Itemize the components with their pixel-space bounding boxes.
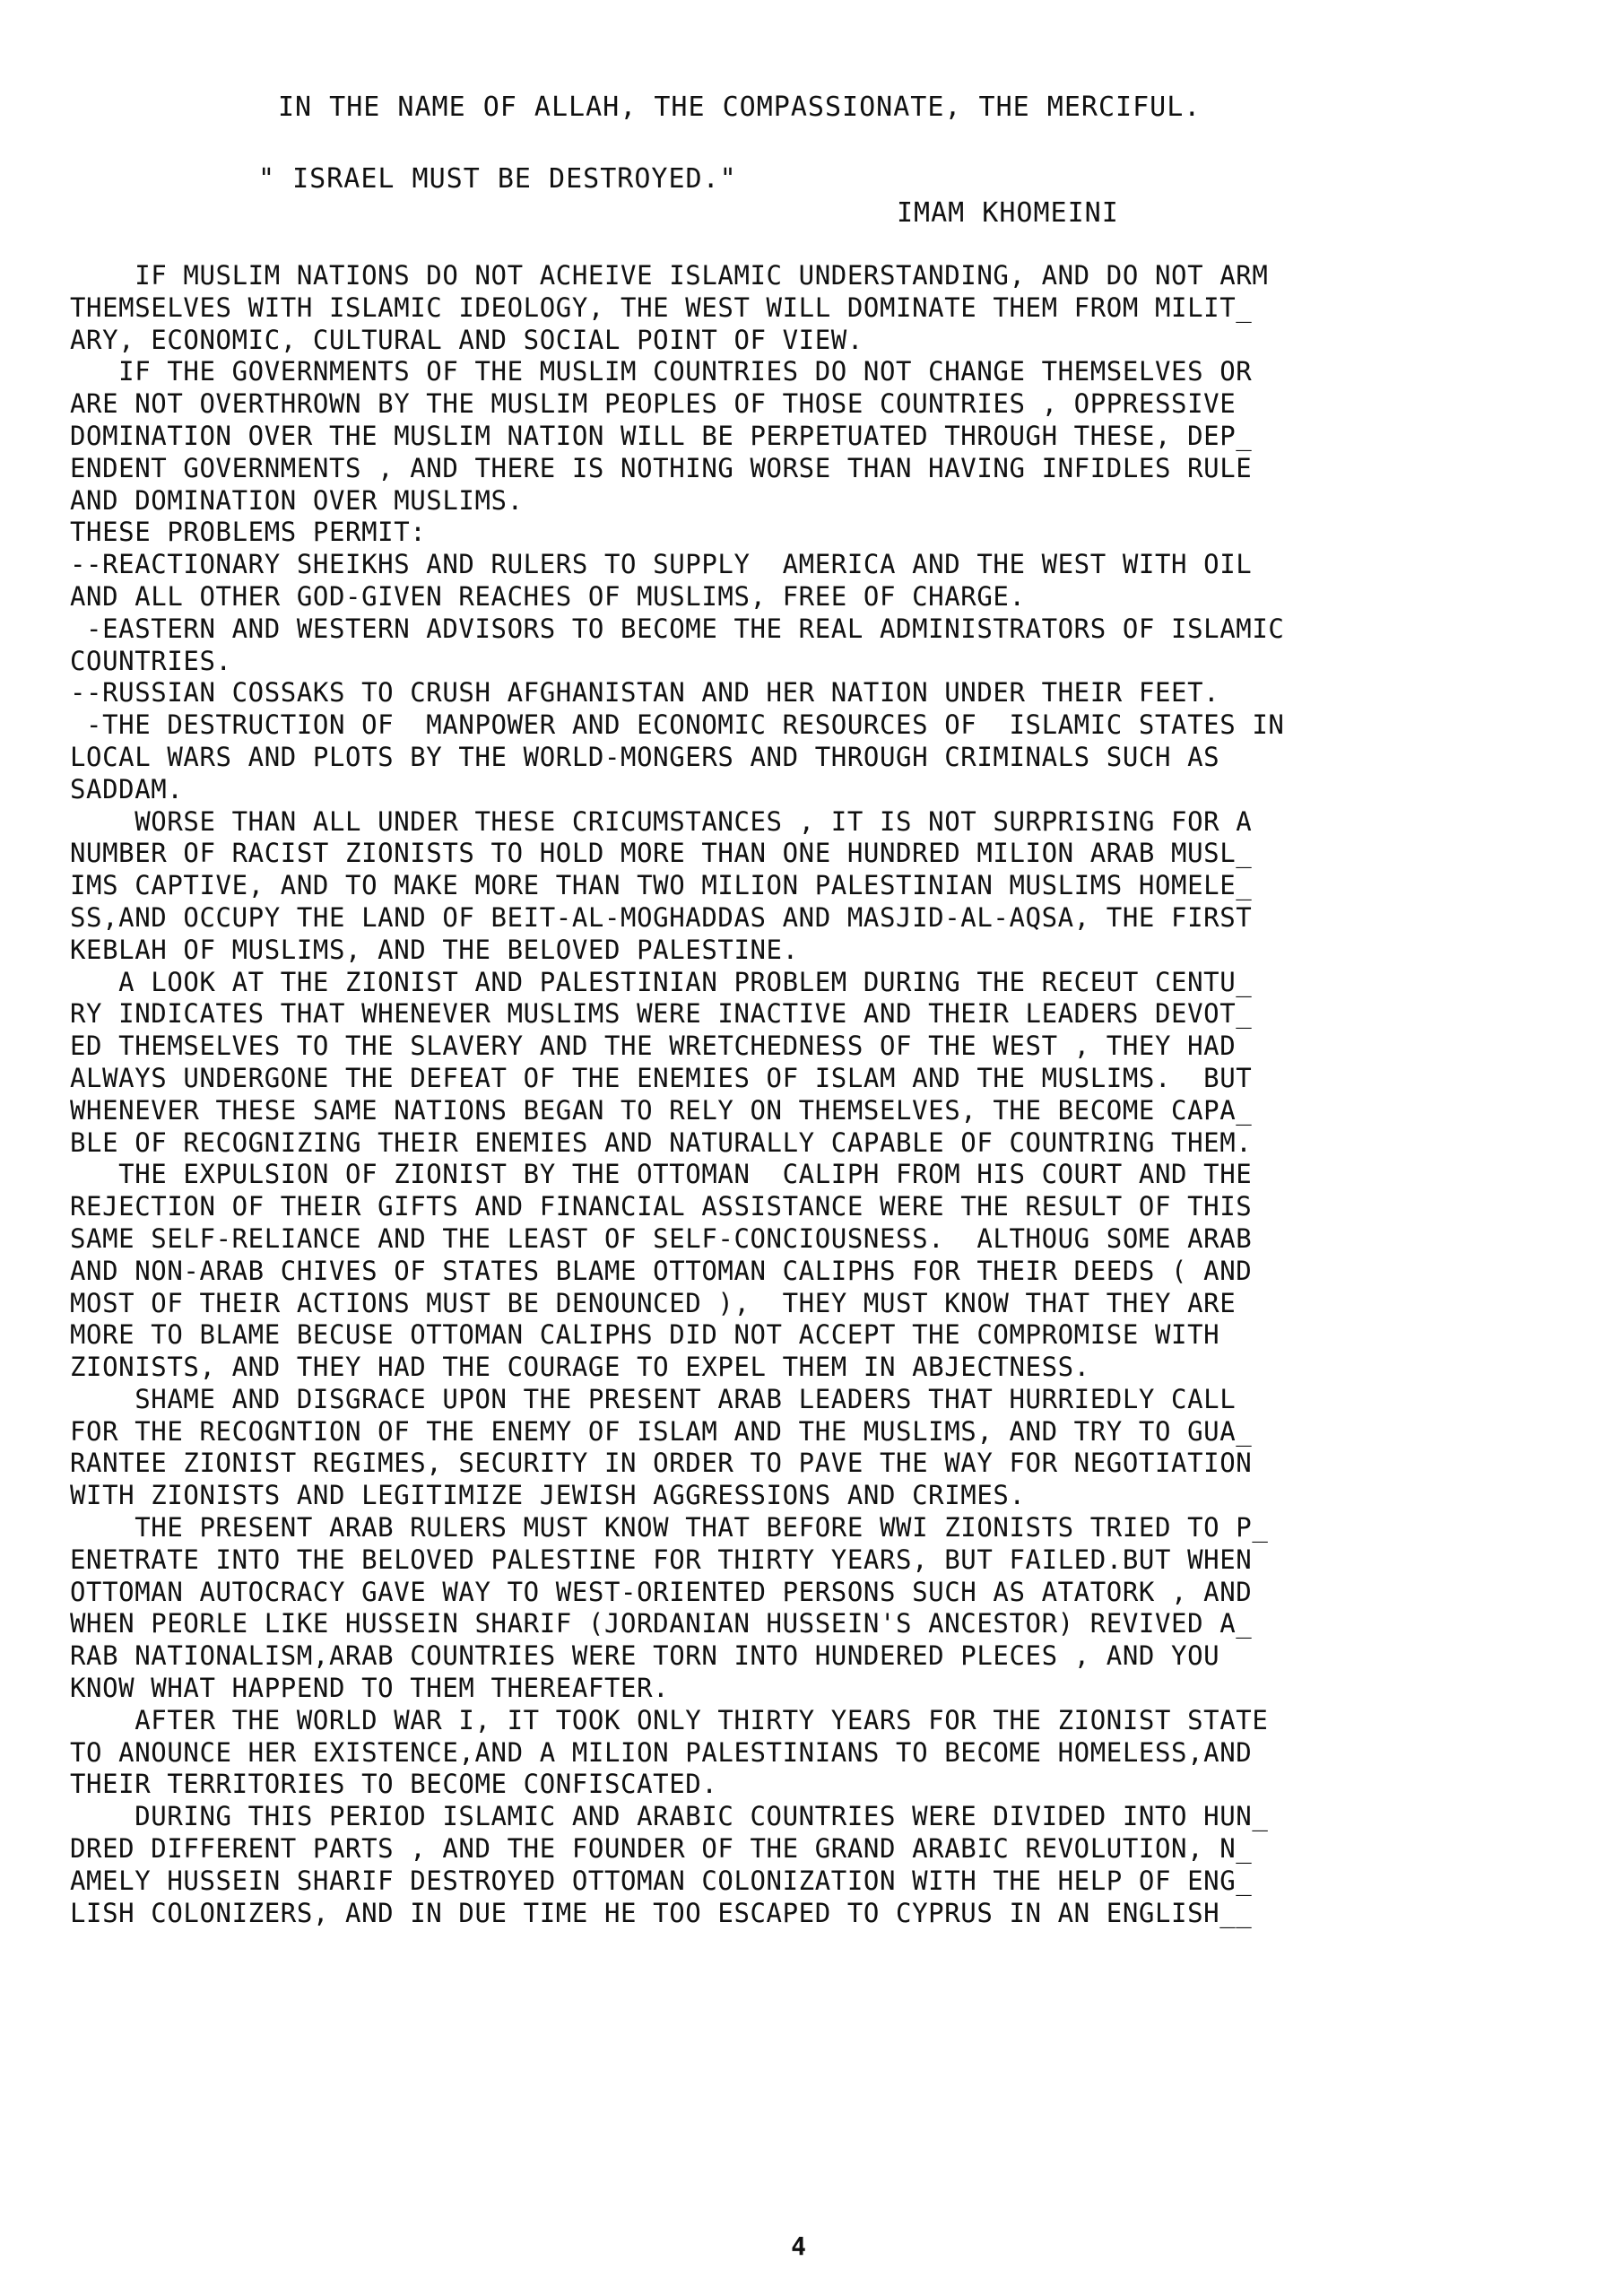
body-line: ARE NOT OVERTHROWN BY THE MUSLIM PEOPLES OF THOSE COUNTRIES , OPPRESSIVE — [70, 388, 1237, 420]
body-line: THESE PROBLEMS PERMIT: — [70, 517, 427, 548]
body-line: A LOOK AT THE ZIONIST AND PALESTINIAN PROBLEM DURING THE RECEUT CENTU_ — [70, 966, 1253, 997]
body-line: AFTER THE WORLD WAR I, IT TOOK ONLY THIRTY YEARS FOR THE ZIONIST STATE — [70, 1704, 1269, 1735]
body-line: -THE DESTRUCTION OF MANPOWER AND ECONOMIC RESOURCES OF ISLAMIC STATES IN — [70, 709, 1285, 741]
body-line: WHENEVER THESE SAME NATIONS BEGAN TO RELY ON THEMSELVES, THE BECOME CAPA_ — [70, 1094, 1253, 1126]
body-line: SAME SELF-RELIANCE AND THE LEAST OF SELF-CONCIOUSNESS. ALTHOUG SOME ARAB — [70, 1222, 1253, 1254]
body-line: AND NON-ARAB CHIVES OF STATES BLAME OTTOMAN CALIPHS FOR THEIR DEEDS ( AND — [70, 1255, 1253, 1286]
body-line: ENETRATE INTO THE BELOVED PALESTINE FOR THIRTY YEARS, BUT FAILED.BUT WHEN — [70, 1544, 1253, 1575]
body-line: THEMSELVES WITH ISLAMIC IDEOLOGY, THE WEST WILL DOMINATE THEM FROM MILIT_ — [70, 291, 1253, 323]
body-line: ED THEMSELVES TO THE SLAVERY AND THE WRETCHEDNESS OF THE WEST , THEY HAD — [70, 1031, 1237, 1062]
body-line: AND DOMINATION OVER MUSLIMS. — [70, 484, 524, 516]
body-line: SADDAM. — [70, 773, 184, 804]
body-line: MORE TO BLAME BECUSE OTTOMAN CALIPHS DID NOT ACCEPT THE COMPROMISE WITH — [70, 1319, 1220, 1351]
body-line: -EASTERN AND WESTERN ADVISORS TO BECOME THE REAL ADMINISTRATORS OF ISLAMIC — [70, 613, 1285, 644]
quote-line: " ISRAEL MUST BE DESTROYED." — [258, 163, 737, 195]
body-line: THEIR TERRITORIES TO BECOME CONFISCATED. — [70, 1769, 718, 1800]
body-line: FOR THE RECOGNTION OF THE ENEMY OF ISLAM AND THE MUSLIMS, AND TRY TO GUA_ — [70, 1415, 1253, 1447]
body-line: IF THE GOVERNMENTS OF THE MUSLIM COUNTRIES DO NOT CHANGE THEMSELVES OR — [70, 356, 1253, 387]
body-line: KNOW WHAT HAPPEND TO THEM THEREAFTER. — [70, 1673, 670, 1704]
body-line: DOMINATION OVER THE MUSLIM NATION WILL BE PERPETUATED THROUGH THESE, DEP_ — [70, 420, 1253, 451]
body-text — [70, 260, 1541, 1929]
body-line: WHEN PEORLE LIKE HUSSEIN SHARIF (JORDANIAN HUSSEIN'S ANCESTOR) REVIVED A_ — [70, 1608, 1253, 1639]
body-line: BLE OF RECOGNIZING THEIR ENEMIES AND NATURALLY CAPABLE OF COUNTRING THEM. — [70, 1126, 1253, 1158]
body-line: LOCAL WARS AND PLOTS BY THE WORLD-MONGERS AND THROUGH CRIMINALS SUCH AS — [70, 741, 1220, 772]
body-line: IMS CAPTIVE, AND TO MAKE MORE THAN TWO MILION PALESTINIAN MUSLIMS HOMELE_ — [70, 870, 1253, 901]
body-line: AND ALL OTHER GOD-GIVEN REACHES OF MUSLIMS, FREE OF CHARGE. — [70, 580, 1026, 612]
body-line: AMELY HUSSEIN SHARIF DESTROYED OTTOMAN COLONIZATION WITH THE HELP OF ENG_ — [70, 1865, 1253, 1896]
body-line: RAB NATIONALISM,ARAB COUNTRIES WERE TORN INTO HUNDERED PLECES , AND YOU — [70, 1640, 1220, 1672]
body-line: TO ANOUNCE HER EXISTENCE,AND A MILION PALESTINIANS TO BECOME HOMELESS,AND — [70, 1736, 1253, 1768]
body-line: LISH COLONIZERS, AND IN DUE TIME HE TOO ESCAPED TO CYPRUS IN AN ENGLISH__ — [70, 1897, 1253, 1928]
body-line: RANTEE ZIONIST REGIMES, SECURITY IN ORDER TO PAVE THE WAY FOR NEGOTIATION — [70, 1448, 1253, 1479]
invocation-heading: IN THE NAME OF ALLAH, THE COMPASSIONATE, THE MERCIFUL. — [278, 91, 1202, 123]
body-line: OTTOMAN AUTOCRACY GAVE WAY TO WEST-ORIENTED PERSONS SUCH AS ATATORK , AND — [70, 1576, 1253, 1607]
body-line: ALWAYS UNDERGONE THE DEFEAT OF THE ENEMIES OF ISLAM AND THE MUSLIMS. BUT — [70, 1062, 1253, 1093]
body-line: ENDENT GOVERNMENTS , AND THERE IS NOTHING WORSE THAN HAVING INFIDLES RULE — [70, 452, 1253, 483]
body-line: --REACTIONARY SHEIKHS AND RULERS TO SUPPLY AMERICA AND THE WEST WITH OIL — [70, 549, 1253, 580]
body-line: MOST OF THEIR ACTIONS MUST BE DENOUNCED ), THEY MUST KNOW THAT THEY ARE — [70, 1287, 1237, 1318]
body-line: NUMBER OF RACIST ZIONISTS TO HOLD MORE THAN ONE HUNDRED MILION ARAB MUSL_ — [70, 838, 1253, 869]
page-number: 4 — [791, 2231, 806, 2261]
quote-attribution: IMAM KHOMEINI — [897, 197, 1119, 229]
body-line: REJECTION OF THEIR GIFTS AND FINANCIAL ASSISTANCE WERE THE RESULT OF THIS — [70, 1191, 1253, 1222]
body-line: ARY, ECONOMIC, CULTURAL AND SOCIAL POINT OF VIEW. — [70, 324, 864, 355]
body-line: THE EXPULSION OF ZIONIST BY THE OTTOMAN CALIPH FROM HIS COURT AND THE — [70, 1159, 1253, 1190]
body-line: IF MUSLIM NATIONS DO NOT ACHEIVE ISLAMIC UNDERSTANDING, AND DO NOT ARM — [70, 260, 1269, 291]
body-line: WITH ZIONISTS AND LEGITIMIZE JEWISH AGGRESSIONS AND CRIMES. — [70, 1480, 1026, 1511]
body-line: KEBLAH OF MUSLIMS, AND THE BELOVED PALESTINE. — [70, 934, 799, 965]
body-line: --RUSSIAN COSSAKS TO CRUSH AFGHANISTAN AND HER NATION UNDER THEIR FEET. — [70, 677, 1220, 709]
body-line: DURING THIS PERIOD ISLAMIC AND ARABIC COUNTRIES WERE DIVIDED INTO HUN_ — [70, 1801, 1269, 1832]
body-line: RY INDICATES THAT WHENEVER MUSLIMS WERE INACTIVE AND THEIR LEADERS DEVOT_ — [70, 998, 1253, 1030]
body-line: WORSE THAN ALL UNDER THESE CRICUMSTANCES , IT IS NOT SURPRISING FOR A — [70, 805, 1253, 837]
body-line: DRED DIFFERENT PARTS , AND THE FOUNDER OF THE GRAND ARABIC REVOLUTION, N_ — [70, 1833, 1253, 1865]
body-line: COUNTRIES. — [70, 645, 232, 676]
body-line: THE PRESENT ARAB RULERS MUST KNOW THAT BEFORE WWI ZIONISTS TRIED TO P_ — [70, 1512, 1269, 1544]
body-line: SHAME AND DISGRACE UPON THE PRESENT ARAB LEADERS THAT HURRIEDLY CALL — [70, 1383, 1237, 1414]
body-line: SS,AND OCCUPY THE LAND OF BEIT-AL-MOGHADDAS AND MASJID-AL-AQSA, THE FIRST — [70, 901, 1253, 933]
body-line: ZIONISTS, AND THEY HAD THE COURAGE TO EXPEL THEM IN ABJECTNESS. — [70, 1352, 1090, 1383]
